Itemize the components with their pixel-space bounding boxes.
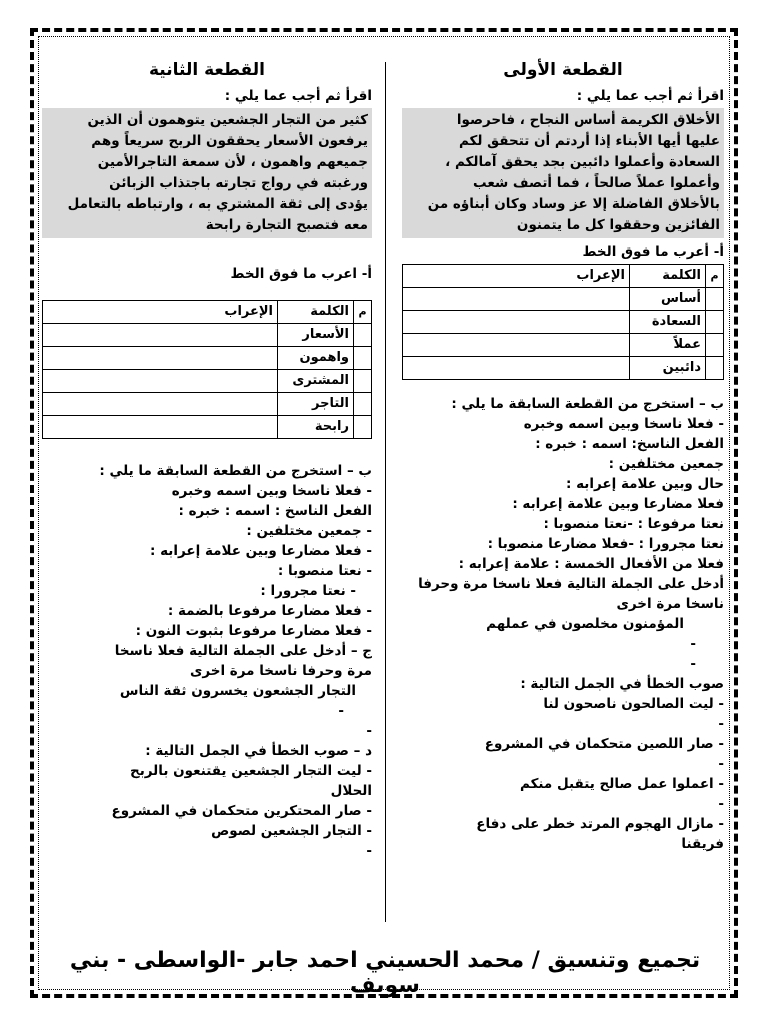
answer-cell[interactable]	[43, 370, 278, 393]
passage-line: عليها أيها الأبناء إذا أردتم أن تتحقق لكم	[458, 133, 720, 149]
question-line: فعلا مضارعا وبين علامة إعرابه :	[512, 496, 724, 512]
passage-line: يرفعون الأسعار يحققون الربح سريعاً وهم	[91, 133, 368, 149]
table-cell-word: عملاً	[630, 334, 706, 357]
question-line: -	[718, 756, 724, 772]
question-line: صوب الخطأ في الجمل التالية :	[520, 676, 724, 692]
question-line: - فعلا مضارعا مرفوعا بالضمة :	[167, 603, 372, 619]
question-line: التجار الجشعون يخسرون ثقة الناس	[119, 683, 356, 699]
table-cell-word: المشترى	[278, 370, 354, 393]
table-cell-word: دائبين	[630, 357, 706, 380]
passage-two-text	[42, 108, 372, 238]
question-line: - فعلا مضارعا وبين علامة إعرابه :	[150, 543, 372, 559]
table-head-m: م	[706, 265, 724, 288]
passage-line: السعادة وأعملوا دائبين بجد يحقق آمالكم ،	[445, 154, 720, 170]
question-line: ناسخا مرة اخرى	[616, 596, 724, 612]
question-line: الفعل الناسخ: اسمه : خبره :	[535, 436, 724, 452]
passage-line: يؤدى إلى ثقة المشتري به ، وارتباطه بالتعامل	[67, 196, 368, 212]
question-line: - ليت التجار الجشعين يقتنعون بالربح	[129, 763, 372, 779]
question-line: - صار اللصين متحكمان في المشروع	[484, 736, 724, 752]
question-line: -	[690, 656, 696, 672]
passage-two-title: القطعة الثانية	[149, 60, 265, 80]
answer-cell[interactable]	[403, 288, 630, 311]
table-cell-word: رابحة	[278, 416, 354, 439]
passage-line: جميعهم واهمون ، لأن سمعة التاجرالأمين	[97, 154, 368, 170]
answer-cell[interactable]	[403, 357, 630, 380]
question-line: - فعلا ناسخا وبين اسمه وخبره	[171, 483, 372, 499]
question-line: - التجار الجشعين لصوص	[211, 823, 372, 839]
question-line: نعتا مجرورا : -فعلا مضارعا منصوبا :	[487, 536, 724, 552]
table-row	[403, 311, 724, 334]
table-row	[43, 324, 372, 347]
question-line: -	[338, 703, 344, 719]
question-line: نعتا مرفوعا : -نعتا منصوبا :	[543, 516, 724, 532]
question-line: فريقنا	[681, 836, 724, 852]
table-head-word: الكلمة	[278, 301, 354, 324]
section-a-heading: أ- اعرب ما فوق الخط	[230, 266, 372, 282]
answer-cell[interactable]	[43, 347, 278, 370]
table-head-i3rab: الإعراب	[43, 301, 278, 324]
question-line: المؤمنون مخلصون في عملهم	[486, 616, 684, 632]
table-row	[43, 393, 372, 416]
table-row	[403, 288, 724, 311]
table-row	[43, 347, 372, 370]
table-row	[43, 416, 372, 439]
passage-one-column	[402, 60, 724, 854]
question-line: د – صوب الخطأ في الجمل التالية :	[145, 743, 372, 759]
question-line: أدخل على الجملة التالية فعلا ناسخا مرة وحرفا	[418, 576, 724, 592]
question-line: - نعتا منصوبا :	[277, 563, 372, 579]
question-line: مرة وحرفا ناسخا مرة اخرى	[189, 663, 372, 679]
question-line: -	[718, 716, 724, 732]
table-cell-word: أساس	[630, 288, 706, 311]
answer-cell[interactable]	[43, 324, 278, 347]
table-head-word: الكلمة	[630, 265, 706, 288]
questions-list	[42, 461, 372, 861]
passage-line: الأخلاق الكريمة أساس النجاح ، فاحرصوا	[456, 112, 720, 128]
question-line: - مازال الهجوم المرتد خطر على دفاع	[476, 816, 724, 832]
passage-line: ورغبته في رواج تجارته باجتذاب الزبائن	[109, 175, 368, 191]
table-cell-word: التاجر	[278, 393, 354, 416]
column-divider	[385, 62, 386, 922]
section-a-heading: أ- أعرب ما فوق الخط	[582, 244, 724, 260]
question-line: -	[718, 796, 724, 812]
passage-one-instruction: اقرأ ثم أجب عما يلي :	[576, 88, 724, 104]
question-line: ب – استخرج من القطعة السابقة ما يلي :	[99, 463, 372, 479]
answer-cell[interactable]	[403, 311, 630, 334]
answer-cell[interactable]	[43, 393, 278, 416]
question-line: - صار المحتكرين متحكمان في المشروع	[111, 803, 372, 819]
passage-line: كثير من التجار الجشعين يتوهمون أن الذين	[87, 112, 368, 128]
table-head-i3rab: الإعراب	[403, 265, 630, 288]
question-line: الفعل الناسخ : اسمه : خبره :	[178, 503, 372, 519]
question-line: حال وبين علامة إعرابه :	[566, 476, 724, 492]
question-line: - فعلا ناسخا وبين اسمه وخبره	[523, 416, 724, 432]
author-credit: تجميع وتنسيق / محمد الحسيني احمد جابر -الواسطى - بني سويف	[69, 948, 701, 998]
parsing-table	[402, 264, 724, 380]
question-line: -	[366, 723, 372, 739]
table-cell-word: السعادة	[630, 311, 706, 334]
answer-cell[interactable]	[43, 416, 278, 439]
passage-two-instruction: اقرأ ثم أجب عما يلي :	[224, 88, 372, 104]
passage-line: بالأخلاق الفاضلة إلا عز وساد وكان أبناؤه من	[427, 196, 720, 212]
question-line: ب – استخرج من القطعة السابقة ما يلي :	[451, 396, 724, 412]
passage-one-text	[402, 108, 724, 238]
passage-line: الفائزين وحققوا كل ما يتمنون	[516, 217, 720, 233]
table-head-m: م	[354, 301, 372, 324]
table-header-row	[43, 301, 372, 324]
passage-line: وأعملوا عملاً صالحاً ، فما أتصف شعب	[473, 175, 720, 191]
question-line: - نعتا مجرورا :	[260, 583, 356, 599]
question-line: -	[366, 843, 372, 859]
question-line: فعلا من الأفعال الخمسة : علامة إعرابه :	[458, 556, 724, 572]
passage-two-column	[42, 60, 372, 861]
passage-one-title: القطعة الأولى	[503, 60, 623, 80]
parsing-table	[42, 300, 372, 439]
table-cell-word: واهمون	[278, 347, 354, 370]
question-line: - ليت الصالحون ناصحون لنا	[543, 696, 724, 712]
question-line: جمعين مختلفين :	[608, 456, 724, 472]
question-line: ج – أدخل على الجملة التالية فعلا ناسخا	[114, 643, 372, 659]
table-header-row	[403, 265, 724, 288]
table-row	[403, 357, 724, 380]
table-row	[403, 334, 724, 357]
answer-cell[interactable]	[403, 334, 630, 357]
question-line: - اعملوا عمل صالح يتقبل منكم	[519, 776, 724, 792]
question-line: -	[690, 636, 696, 652]
questions-list	[402, 394, 724, 854]
table-cell-word: الأسعار	[278, 324, 354, 347]
passage-line: معه فتصبح التجارة رابحة	[205, 217, 368, 233]
question-line: - جمعين مختلفين :	[246, 523, 372, 539]
table-row	[43, 370, 372, 393]
question-line: - فعلا مضارعا مرفوعا بثبوت النون :	[135, 623, 372, 639]
question-line: الحلال	[330, 783, 372, 799]
